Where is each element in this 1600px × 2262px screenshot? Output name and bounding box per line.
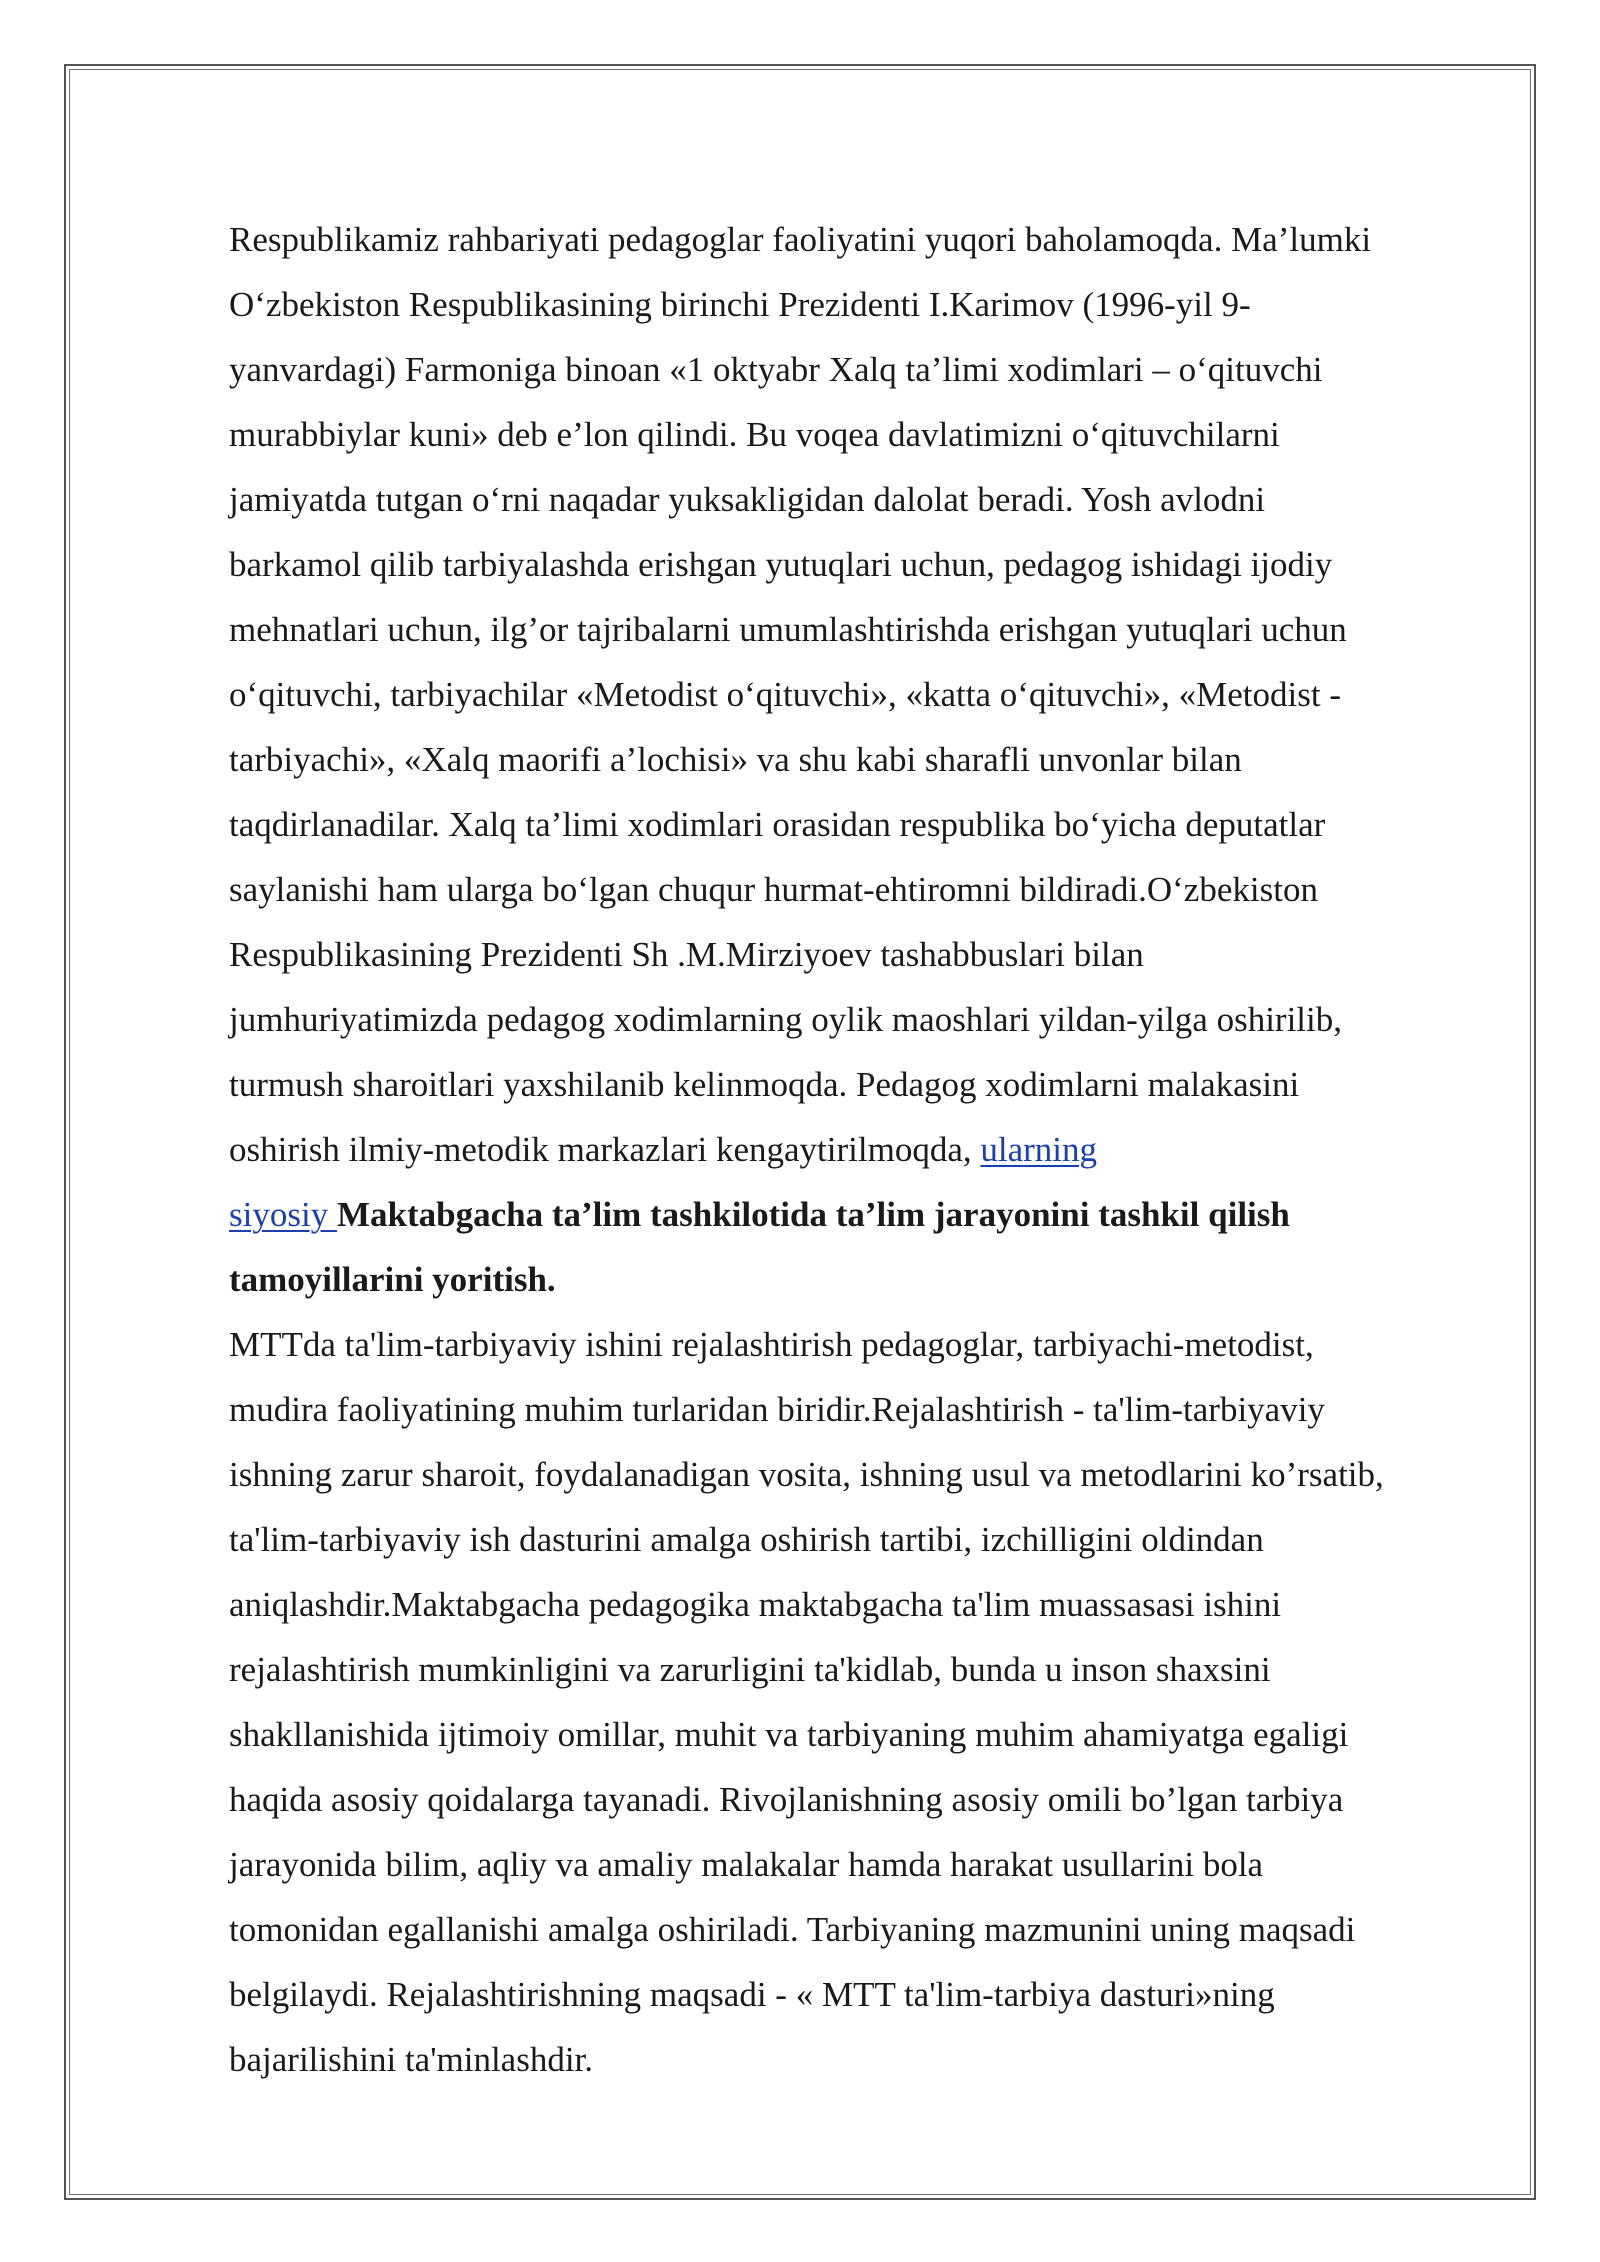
text-line: tomonidan egallanishi amalga oshiriladi. Tarbiyaning mazmunini uning maqsadi xyxy=(229,1910,1356,1949)
paragraph-1 xyxy=(229,207,1499,1312)
text-line: Respublikasining Prezidenti Sh .M.Mirziyoev tashabbuslari bilan xyxy=(229,935,1144,974)
text-line: mudira faoliyatining muhim turlaridan biridir.Rejalashtirish - ta'lim-tarbiyaviy xyxy=(229,1390,1325,1429)
text-line: haqida asosiy qoidalarga tayanadi. Rivojlanishning asosiy omili bo’lgan tarbiya xyxy=(229,1780,1344,1819)
text-line: rejalashtirish mumkinligini va zarurligini ta'kidlab, bunda u inson shaxsini xyxy=(229,1650,1271,1689)
text-line: o‘qituvchi, tarbiyachilar «Metodist o‘qituvchi», «katta o‘qituvchi», «Metodist - xyxy=(229,675,1342,714)
text-line-with-heading xyxy=(229,1182,1499,1247)
text-line: Respublikamiz rahbariyati pedagoglar faoliyatini yuqori baholamoqda. Ma’lumki xyxy=(229,220,1372,259)
text-line: aniqlashdir.Maktabgacha pedagogika maktabgacha ta'lim muassasasi ishini xyxy=(229,1585,1282,1624)
text-line: jamiyatda tutgan o‘rni naqadar yuksakligidan dalolat beradi. Yosh avlodni xyxy=(229,480,1266,519)
text-line: bajarilishini ta'minlashdir. xyxy=(229,2040,594,2079)
text-line: jumhuriyatimizda pedagog xodimlarning oylik maoshlari yildan-yilga oshirilib, xyxy=(229,1000,1342,1039)
text-line: ishning zarur sharoit, foydalanadigan vosita, ishning usul va metodlarini ko’rsatib, xyxy=(229,1455,1384,1494)
text-line: O‘zbekiston Respublikasining birinchi Prezidenti I.Karimov (1996-yil 9- xyxy=(229,285,1251,324)
text-line: turmush sharoitlari yaxshilanib kelinmoqda. Pedagog xodimlarni malakasini xyxy=(229,1065,1300,1104)
text-line-with-link xyxy=(229,1117,1499,1182)
text-fragment: oshirish ilmiy-metodik markazlari kengaytirilmoqda, xyxy=(229,1130,981,1169)
paragraph-2 xyxy=(229,1312,1499,2092)
text-line: jarayonida bilim, aqliy va amaliy malakalar hamda harakat usullarini bola xyxy=(229,1845,1264,1884)
hyperlink-ularning[interactable]: ularning xyxy=(980,1130,1097,1169)
section-heading: Maktabgacha ta’lim tashkilotida ta’lim jarayonini tashkil qilish xyxy=(336,1195,1290,1234)
text-line: murabbiylar kuni» deb e’lon qilindi. Bu voqea davlatimizni o‘qituvchilarni xyxy=(229,415,1280,454)
text-line: taqdirlanadilar. Xalq ta’limi xodimlari orasidan respublika bo‘yicha deputatlar xyxy=(229,805,1326,844)
text-line: mehnatlari uchun, ilg’or tajribalarni umumlashtirishda erishgan yutuqlari uchun xyxy=(229,610,1347,649)
hyperlink-siyosiy[interactable]: siyosiy xyxy=(229,1195,337,1234)
text-line: saylanishi ham ularga bo‘lgan chuqur hurmat-ehtiromni bildiradi.O‘zbekiston xyxy=(229,870,1318,909)
text-line: tarbiyachi», «Xalq maorifi a’lochisi» va shu kabi sharafli unvonlar bilan xyxy=(229,740,1242,779)
text-line: MTTda ta'lim-tarbiyaviy ishini rejalashtirish pedagoglar, tarbiyachi-metodist, xyxy=(229,1325,1314,1364)
text-line: ta'lim-tarbiyaviy ish dasturini amalga oshirish tartibi, izchilligini oldindan xyxy=(229,1520,1264,1559)
text-line: shakllanishida ijtimoiy omillar, muhit va tarbiyaning muhim ahamiyatga egaligi xyxy=(229,1715,1349,1754)
document-body xyxy=(229,207,1499,2092)
text-line: barkamol qilib tarbiyalashda erishgan yutuqlari uchun, pedagog ishidagi ijodiy xyxy=(229,545,1333,584)
text-line: belgilaydi. Rejalashtirishning maqsadi - « MTT ta'lim-tarbiya dasturi»ning xyxy=(229,1975,1275,2014)
section-heading-continued: tamoyillarini yoritish. xyxy=(229,1260,556,1299)
text-line: yanvardagi) Farmoniga binoan «1 oktyabr Xalq ta’limi xodimlari – o‘qituvchi xyxy=(229,350,1323,389)
